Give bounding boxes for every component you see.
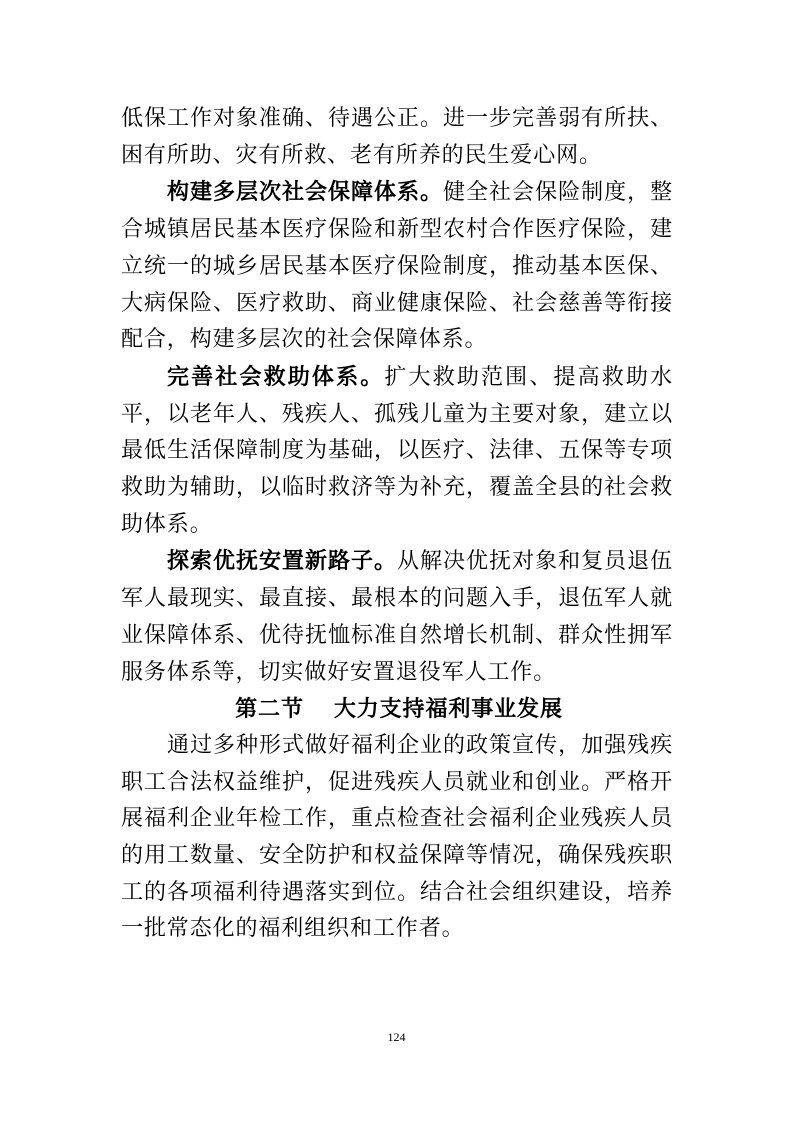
paragraph-text: 低保工作对象准确、待遇公正。进一步完善弱有所扶、困有所助、灾有所救、老有所养的民生爱心网。	[121, 106, 673, 168]
paragraph-text: 健全社会保险制度，整合城镇居民基本医疗保险和新型农村合作医疗保险，建立统一的城乡居民基本医疗保险制度，推动基本医保、大病保险、医疗救助、商业健康保险、社会慈善等衔接配合，构建多层次的社会保障体系。	[121, 180, 673, 353]
paragraph-text: 通过多种形式做好福利企业的政策宣传，加强残疾职工合法权益维护，促进残疾人员就业和创业。严格开展福利企业年检工作，重点检查社会福利企业残疾人员的用工数量、安全防护和权益保障等情况，确保残疾职工的各项福利待遇落实到位。结合社会组织建设，培养一批常态化的福利组织和工作者。	[121, 732, 673, 942]
paragraph-social-assistance-system	[121, 359, 673, 544]
section-title: 大力支持福利事业发展	[333, 696, 563, 723]
section-heading	[121, 691, 673, 728]
paragraph-lead-heading: 探索优抚安置新路子。	[167, 548, 398, 575]
paragraph-text: 扩大救助范围、提高救助水平，以老年人、残疾人、孤残儿童为主要对象，建立以最低生活保障制度为基础，以医疗、法律、五保等专项救助为辅助，以临时救济等为补充，覆盖全县的社会救助体系。	[121, 364, 673, 537]
paragraph-text: 从解决优抚对象和复员退伍军人最现实、最直接、最根本的问题入手，退伍军人就业保障体系、优待抚恤标准自然增长机制、群众性拥军服务体系等，切实做好安置退役军人工作。	[121, 549, 673, 685]
page-body	[121, 101, 673, 948]
paragraph-social-security-system	[121, 174, 673, 359]
paragraph-veterans-placement	[121, 543, 673, 691]
page-number: 124	[387, 1030, 406, 1044]
paragraph-welfare-enterprises	[121, 728, 673, 948]
paragraph-continued	[121, 101, 673, 174]
paragraph-lead-heading: 构建多层次社会保障体系。	[167, 179, 444, 206]
paragraph-lead-heading: 完善社会救助体系。	[167, 363, 385, 390]
section-number: 第二节	[235, 696, 304, 723]
